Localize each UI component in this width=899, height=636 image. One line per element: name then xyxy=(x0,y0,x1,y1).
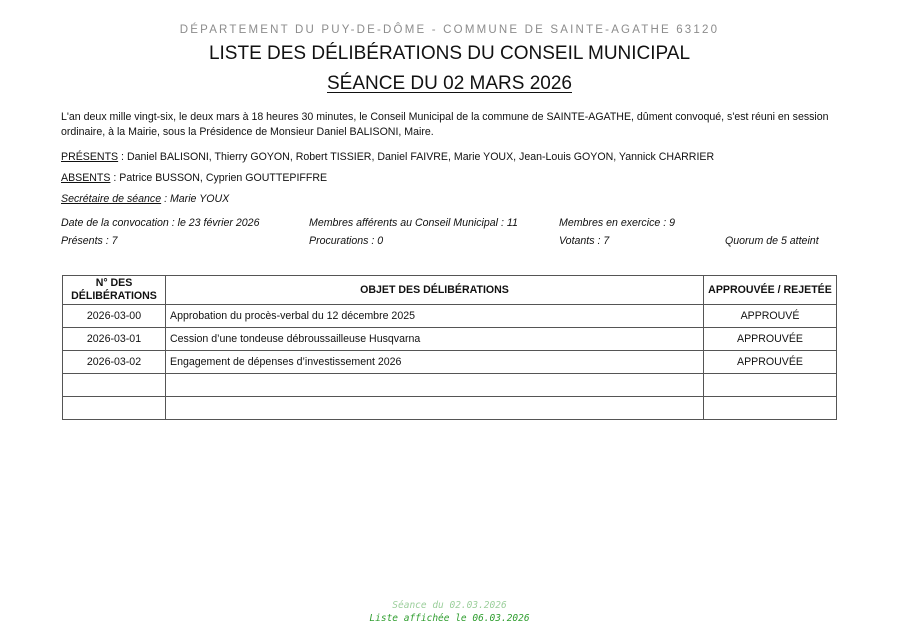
deliberations-table xyxy=(62,275,837,420)
presents-label: PRÉSENTS xyxy=(61,151,119,163)
secretaire-label: Secrétaire de séance xyxy=(61,193,162,205)
row-objet: Cession d’une tondeuse débroussailleuse Husqvarna xyxy=(166,328,704,351)
footer-affichee: Liste affichée le 06.03.2026 xyxy=(369,613,530,624)
membres-afferents: Membres afférents au Conseil Municipal : 11 xyxy=(309,217,518,229)
document-title: LISTE DES DÉLIBÉRATIONS DU CONSEIL MUNICIPAL xyxy=(208,43,691,64)
secretaire-line xyxy=(61,193,229,205)
absents-line xyxy=(61,172,327,184)
date-convocation: Date de la convocation : le 23 février 2026 xyxy=(61,217,260,229)
row-status: APPROUVÉE xyxy=(704,351,837,374)
row-num xyxy=(63,397,166,420)
department-header: DÉPARTEMENT DU PUY-DE-DÔME - COMMUNE DE SAINTE-AGATHE 63120 xyxy=(179,24,720,36)
row-num: 2026-03-01 xyxy=(63,328,166,351)
secretaire-value: : Marie YOUX xyxy=(161,193,230,205)
row-num xyxy=(63,374,166,397)
presents-line xyxy=(61,151,714,163)
header-objet: OBJET DES DÉLIBÉRATIONS xyxy=(166,276,704,305)
row-num: 2026-03-00 xyxy=(63,305,166,328)
table-row xyxy=(63,328,837,351)
intro-paragraph: L'an deux mille vingt-six, le deux mars à 18 heures 30 minutes, le Conseil Municipal de la commune de SAINTE-AGATHE, dûment convoqué, s'est réuni en session ordinaire, à la Mairie, sous la Présidence de Monsieur Daniel BALISONI, Maire. xyxy=(61,111,829,138)
row-objet: Engagement de dépenses d’investissement 2026 xyxy=(166,351,704,374)
table-header-row xyxy=(63,276,837,305)
absents-value: : Patrice BUSSON, Cyprien GOUTTEPIFFRE xyxy=(110,172,328,184)
session-title-text: SÉANCE DU 02 MARS 2026 xyxy=(327,73,572,94)
row-status xyxy=(704,397,837,420)
header-num-line2: DÉLIBÉRATIONS xyxy=(71,290,157,302)
absents-label: ABSENTS xyxy=(61,172,111,184)
row-status xyxy=(704,374,837,397)
membres-exercice: Membres en exercice : 9 xyxy=(559,217,675,229)
presents-value: : Daniel BALISONI, Thierry GOYON, Robert TISSIER, Daniel FAIVRE, Marie YOUX, Jean-Louis GOYON, Yannick CHARRIER xyxy=(118,151,715,163)
header-num-line1: N° DES xyxy=(95,277,133,289)
row-objet xyxy=(166,397,704,420)
row-status: APPROUVÉ xyxy=(704,305,837,328)
footer-seance: Séance du 02.03.2026 xyxy=(392,600,507,611)
quorum-status: Quorum de 5 atteint xyxy=(725,235,819,247)
header-num xyxy=(63,276,166,305)
presents-count: Présents : 7 xyxy=(61,235,118,247)
table-row xyxy=(63,351,837,374)
row-objet: Approbation du procès-verbal du 12 décembre 2025 xyxy=(166,305,704,328)
table-row xyxy=(63,374,837,397)
votants-count: Votants : 7 xyxy=(559,235,610,247)
session-title xyxy=(0,73,899,95)
header-status: APPROUVÉE / REJETÉE xyxy=(704,276,837,305)
row-objet xyxy=(166,374,704,397)
row-num: 2026-03-02 xyxy=(63,351,166,374)
procurations-count: Procurations : 0 xyxy=(309,235,384,247)
row-status: APPROUVÉE xyxy=(704,328,837,351)
table-row xyxy=(63,305,837,328)
table-row xyxy=(63,397,837,420)
